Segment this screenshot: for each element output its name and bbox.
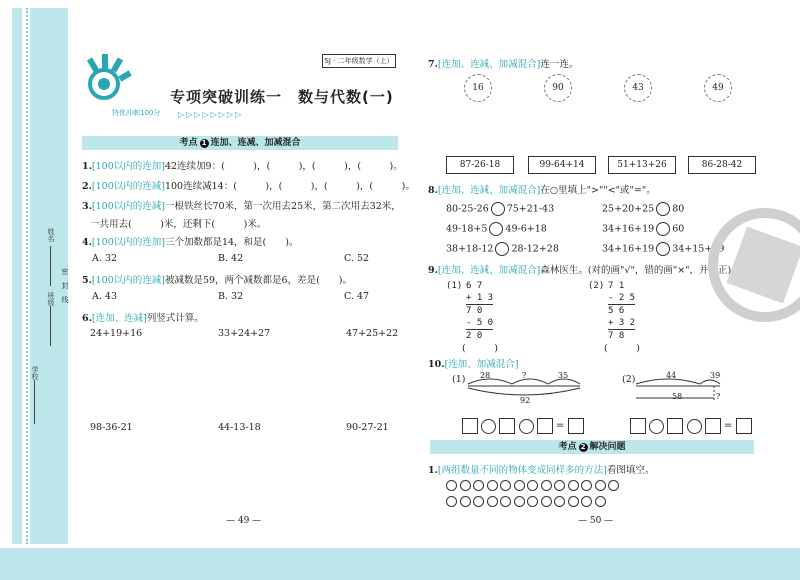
question-3: 3.[100以内的连减]一根铁丝长70米，第一次用去25米，第二次用去32米， bbox=[82, 201, 401, 212]
count-circle bbox=[487, 496, 498, 507]
answer-box[interactable] bbox=[462, 418, 478, 434]
name-label: 姓名 bbox=[47, 228, 55, 242]
answer-box[interactable] bbox=[736, 418, 752, 434]
operator-circle[interactable] bbox=[649, 419, 664, 434]
count-circle bbox=[460, 480, 471, 491]
connect-circle[interactable]: 43 bbox=[624, 74, 652, 102]
count-circle bbox=[514, 480, 525, 491]
q5-option-c[interactable]: C. 47 bbox=[344, 291, 370, 302]
q4-option-c[interactable]: C. 52 bbox=[344, 253, 370, 264]
equation-row-2: = bbox=[630, 418, 752, 434]
page-number-right: — 50 — bbox=[578, 516, 614, 526]
page-title: 专项突破训练一 数与代数(一) bbox=[170, 88, 394, 106]
count-circle bbox=[541, 496, 552, 507]
name-line bbox=[50, 246, 51, 286]
class-label: 班级 bbox=[47, 292, 55, 306]
count-circle bbox=[500, 480, 511, 491]
diagram-1-label: (1) bbox=[452, 374, 466, 385]
count-circle bbox=[473, 480, 484, 491]
count-circle bbox=[446, 480, 457, 491]
equation-row-1: = bbox=[462, 418, 584, 434]
diagram-2-label: (2) bbox=[622, 374, 636, 385]
count-circle bbox=[554, 480, 565, 491]
diagram-1-a: 28 bbox=[480, 371, 491, 380]
count-circle bbox=[595, 496, 606, 507]
logo-icon bbox=[84, 52, 144, 108]
question-4: 4.[100以内的连加]三个加数都是14，和是( )。 bbox=[82, 237, 299, 248]
question-6: 6.[连加、连减]列竖式计算。 bbox=[82, 313, 204, 324]
watermark-stamp-icon bbox=[705, 205, 800, 335]
answer-paren-2[interactable]: ( ) bbox=[604, 343, 640, 354]
seal-line-label: 密 封 线 bbox=[61, 268, 69, 303]
question-5: 5.[100以内的连减]被减数是59，两个减数都是6，差是( )。 bbox=[82, 275, 353, 286]
count-circle bbox=[595, 480, 606, 491]
count-circle bbox=[487, 480, 498, 491]
answer-paren-1[interactable]: ( ) bbox=[462, 343, 498, 354]
count-circle bbox=[568, 496, 579, 507]
count-circle bbox=[473, 496, 484, 507]
connect-box[interactable]: 99-64+14 bbox=[528, 156, 596, 174]
circle-row-2 bbox=[446, 496, 608, 510]
count-circle bbox=[581, 480, 592, 491]
answer-box[interactable] bbox=[630, 418, 646, 434]
answer-box[interactable] bbox=[705, 418, 721, 434]
calc-item: 44-13-18 bbox=[218, 422, 261, 433]
count-circle bbox=[554, 496, 565, 507]
count-circle bbox=[514, 496, 525, 507]
vertical-problem-1: (1) bbox=[446, 281, 463, 291]
diagram-1-b: ? bbox=[522, 371, 527, 380]
diagram-2-c: 58 bbox=[672, 392, 683, 401]
q4-option-b[interactable]: B. 42 bbox=[218, 253, 244, 264]
answer-box[interactable] bbox=[667, 418, 683, 434]
diagram-1-c: 35 bbox=[558, 371, 569, 380]
vertical-calc-2: 7 1 - 2 5 5 6 + 3 2 7 8 bbox=[608, 281, 636, 341]
q5-option-b[interactable]: B. 32 bbox=[218, 291, 244, 302]
count-circle bbox=[527, 496, 538, 507]
class-line bbox=[50, 306, 51, 346]
calc-item: 98-36-21 bbox=[90, 422, 133, 433]
count-circle bbox=[446, 496, 457, 507]
operator-circle[interactable] bbox=[481, 419, 496, 434]
question-11: 1.[两组数量不同的物体变成同样多的方法]看图填空。 bbox=[428, 465, 655, 476]
compare-item: 34+16+19 34+15+19 bbox=[602, 243, 725, 255]
page-subtitle: 特优冲刺100分 bbox=[112, 109, 161, 117]
compare-item: 34+16+19 60 bbox=[602, 223, 685, 235]
answer-box[interactable] bbox=[537, 418, 553, 434]
connect-circle[interactable]: 49 bbox=[704, 74, 732, 102]
vertical-problem-2: (2) bbox=[588, 281, 605, 291]
answer-box[interactable] bbox=[499, 418, 515, 434]
compare-item: 49-18+5 49-6+18 bbox=[446, 223, 547, 235]
compare-item: 80-25-26 75+21-43 bbox=[446, 203, 555, 215]
question-9: 9.[连加、连减、加减混合]森林医生。(对的画"√"，错的画"×"，并改正) bbox=[428, 265, 732, 276]
q4-option-a[interactable]: A. 32 bbox=[92, 253, 117, 264]
diagram-2-a: 44 bbox=[666, 371, 677, 380]
grade-tag: SJ · 二年级数学（上） bbox=[322, 54, 396, 68]
vertical-calc-1: 6 7 + 1 3 7 0 - 5 0 2 0 bbox=[466, 281, 494, 341]
diagram-2-b: 39 bbox=[710, 371, 721, 380]
connect-circle[interactable]: 16 bbox=[464, 74, 492, 102]
connect-circle[interactable]: 90 bbox=[544, 74, 572, 102]
count-circle bbox=[460, 496, 471, 507]
count-circle bbox=[527, 480, 538, 491]
calc-item: 33+24+27 bbox=[218, 328, 271, 339]
diagram-2-q: ? bbox=[716, 392, 721, 401]
page-number-left: — 49 — bbox=[226, 516, 262, 526]
count-circle bbox=[568, 480, 579, 491]
question-2: 2.[100以内的连减]100连续减14：( )，( )，( )，( )。 bbox=[82, 181, 415, 192]
count-circle bbox=[541, 480, 552, 491]
compare-item: 38+18-12 28-12+28 bbox=[446, 243, 559, 255]
school-line bbox=[34, 380, 35, 424]
question-10: 10.[连加、加减混合] bbox=[428, 359, 519, 370]
count-circle bbox=[500, 496, 511, 507]
diagram-1-total: 92 bbox=[520, 396, 531, 405]
calc-item: 90-27-21 bbox=[346, 422, 389, 433]
section-bar-2: 考点 2 解决问题 bbox=[430, 440, 754, 454]
answer-box[interactable] bbox=[568, 418, 584, 434]
count-circle bbox=[608, 480, 619, 491]
question-7: 7.[连加、连减、加减混合]连一连。 bbox=[428, 59, 579, 70]
connect-box[interactable]: 87-26-18 bbox=[446, 156, 514, 174]
question-1: 1.[100以内的连加]42连续加9：( )，( )，( )，( )。 bbox=[82, 161, 403, 172]
q5-option-a[interactable]: A. 43 bbox=[92, 291, 117, 302]
arrow-decoration: ▷▷▷▷▷▷▷▷ bbox=[178, 110, 244, 119]
connect-box[interactable]: 51+13+26 bbox=[608, 156, 676, 174]
bottom-band bbox=[0, 548, 800, 580]
connect-box[interactable]: 86-28-42 bbox=[688, 156, 756, 174]
count-circle bbox=[581, 496, 592, 507]
compare-item: 25+20+25 80 bbox=[602, 203, 685, 215]
question-3-line2: 一共用去( )米，还剩下( )米。 bbox=[90, 219, 267, 230]
section-bar-1: 考点 1 连加、连减、加减混合 bbox=[82, 136, 398, 150]
question-8: 8.[连加、连减、加减混合]在○里填上">""<"或"="。 bbox=[428, 185, 656, 196]
school-label: 学校 bbox=[31, 366, 39, 380]
operator-circle[interactable] bbox=[687, 419, 702, 434]
calc-item: 24+19+16 bbox=[90, 328, 143, 339]
circle-row-1 bbox=[446, 480, 622, 494]
operator-circle[interactable] bbox=[519, 419, 534, 434]
calc-item: 47+25+22 bbox=[346, 328, 399, 339]
